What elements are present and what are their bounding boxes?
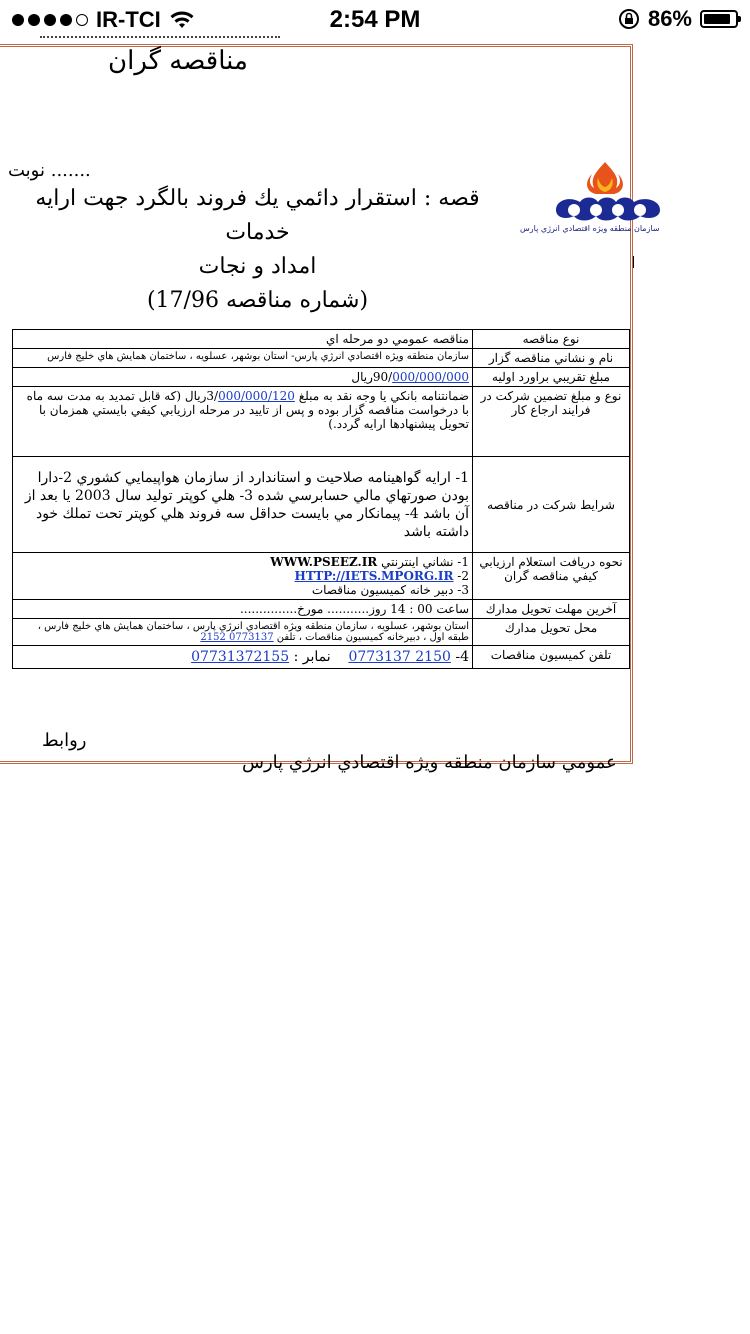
table-row xyxy=(13,368,630,387)
tender-details-table xyxy=(12,329,630,669)
commission-fax-link[interactable]: 07731372155 xyxy=(191,649,290,665)
amount-suffix: ريال xyxy=(351,370,373,384)
battery-icon xyxy=(700,10,738,28)
status-bar xyxy=(0,0,750,40)
carrier-name: IR-TCI xyxy=(96,7,161,32)
table-row xyxy=(13,457,630,553)
row-label: نوع و مبلغ تضمين شركت در فرايند ارجاع كار xyxy=(473,387,630,457)
row-value: مناقصه عمومي دو مرحله اي xyxy=(13,330,473,349)
row-label: مبلغ تقريبي براورد اوليه xyxy=(473,368,630,387)
row-value: 4- 2150 0773137 نمابر : 07731372155 xyxy=(13,646,473,669)
status-time: 2:54 PM xyxy=(329,6,421,33)
footer-text: عمومي سازمان منطقه ويژه اقتصادي انرژي پارس xyxy=(242,752,617,773)
guarantee-suffix: ريال (كه قابل تمديد به مدت سه ماه با درخواست مناقصه گزار بوده و پس از تاييد در مرحله ارزيابي كيفي بايستي همزمان با تحويل پيشنهادها ارايه گردد.) xyxy=(26,389,469,431)
table-row xyxy=(13,600,630,619)
commission-phone-link[interactable]: 2150 0773137 xyxy=(348,649,451,665)
status-right xyxy=(618,6,738,32)
title-line-3: (شماره مناقصه 17/96) xyxy=(146,288,369,313)
rotation-lock-icon xyxy=(618,8,640,30)
amount-link[interactable]: 000/000/000 xyxy=(392,370,469,384)
relations-label: روابط xyxy=(42,730,87,751)
row-value: استان بوشهر، عسلويه ، سازمان منطقه ويژه اقتصادي انرژي پارس ، ساختمان همايش هاي خليج فارس ، طبقه اول ، دبيرخانه كميسيون مناقصات ، تلفن 0773137 2152 xyxy=(13,619,473,646)
title-line-2: امداد و نجات xyxy=(198,254,317,279)
table-row xyxy=(13,387,630,457)
pseez-website[interactable]: WWW.PSEEZ.IR xyxy=(270,555,378,569)
inquiry-line-1: 1- نشاني اينترنتي WWW.PSEEZ.IR xyxy=(270,555,469,569)
row-value: 1- ارايه گواهينامه صلاحيت و استاندارد از سازمان هواپيمايي كشوري 2-دارا بودن صورتهاي مالي حسابرسي شده 3- هلي كوپتر توليد سال 2003 يا بعد از آن باشد 4- پيمانكار مي بايست حداقل سه فروند هلي كوپتر تحت تملك خود داشته باشد xyxy=(13,457,473,553)
title-line-1: قصه : استقرار دائمي يك فروند بالگرد جهت ارايه خدمات xyxy=(35,186,480,245)
table-row xyxy=(13,553,630,600)
battery-percent: 86% xyxy=(647,6,692,31)
row-label: نام و نشاني مناقصه گزار xyxy=(473,349,630,368)
table-row xyxy=(13,349,630,368)
row-value: ساعت 00 : 14 روز........... مورخ............... xyxy=(13,600,473,619)
delivery-phone-link[interactable]: 0773137 2152 xyxy=(200,632,274,643)
logo-caption: سازمان منطقه ويژه اقتصادي انرژي پارس xyxy=(520,224,660,233)
document-heading: مناقصه گران xyxy=(108,46,248,76)
inquiry-line-2: 2- HTTP://IETS.MPORG.IR xyxy=(294,569,469,583)
frame-tick xyxy=(633,256,634,268)
table-row xyxy=(13,330,630,349)
row-label: آخرين مهلت تحويل مدارك xyxy=(473,600,630,619)
table-row xyxy=(13,646,630,669)
row-value xyxy=(13,387,473,457)
inquiry-line-3: 3- دبير خانه كميسيون مناقصات xyxy=(311,583,469,597)
row-label: نوع مناقصه xyxy=(473,330,630,349)
row-label: تلفن كميسيون مناقصات xyxy=(473,646,630,669)
row-label: نحوه دريافت استعلام ارزيابي كيفي مناقصه گران xyxy=(473,553,630,600)
turn-label: نوبت ....... xyxy=(8,160,91,181)
row-value xyxy=(13,368,473,387)
row-value xyxy=(13,553,473,600)
guarantee-prefix: ضمانتنامه بانكي يا وجه نقد به مبلغ 3/ xyxy=(206,389,469,403)
row-label: شرايط شركت در مناقصه xyxy=(473,457,630,553)
iets-website-link[interactable]: HTTP://IETS.MPORG.IR xyxy=(294,569,454,583)
amount-prefix: 90/ xyxy=(372,370,393,384)
tender-title xyxy=(0,182,515,318)
row-value: سازمان منطقه ويژه اقتصادي انرژي پارس- استان بوشهر، عسلويه ، ساختمان همايش هاي خليج فارس xyxy=(13,349,473,368)
guarantee-link[interactable]: 000/000/120 xyxy=(218,389,295,403)
table-row xyxy=(13,619,630,646)
row-label: محل تحويل مدارك xyxy=(473,619,630,646)
